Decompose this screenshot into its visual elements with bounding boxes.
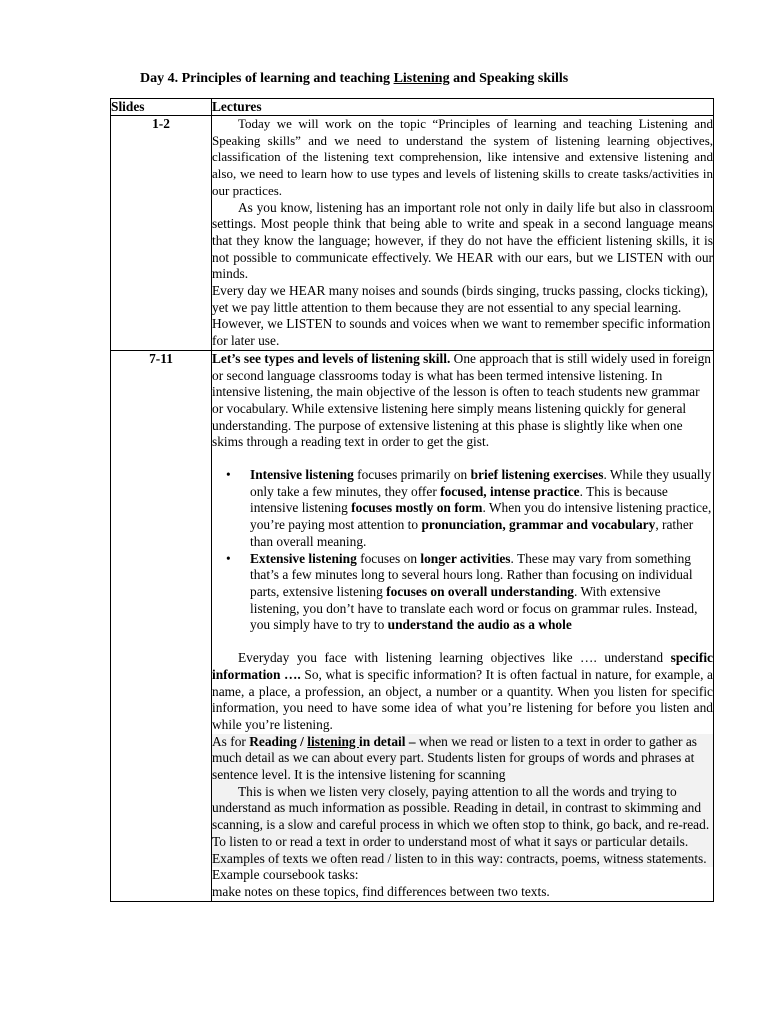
paragraph-types-levels: Let’s see types and levels of listening skill. One approach that is still widely used in foreign or second language classrooms today is what has been termed intensive listening. In intensive listening, the main objective of the lesson is often to teach students new grammar or vocabulary. While extensive listening here simply means listening quickly for general understanding. The purpose of extensive listening at this phase is slightly like when one skims through a reading text in order to get the gist. bbox=[212, 350, 711, 450]
paragraph-hear-listen: Every day we HEAR many noises and sounds (birds singing, trucks passing, clocks ticking), yet we pay little attention to them because they are not essential to any special learning. However, we LISTEN to sounds and voices when we want to remember specific information for later use. bbox=[212, 283, 711, 349]
title-underlined-word: Listening bbox=[393, 71, 450, 86]
lectures-header: Lectures bbox=[212, 99, 714, 116]
lecture-cell bbox=[212, 116, 714, 351]
slides-header: Slides bbox=[111, 99, 212, 116]
paragraph-reading-in-detail: As for Reading / listening in detail – when we read or listen to a text in order to gather as much detail as we can about every part. Students listen for groups of words and phrases at sentence level. It is the intensive listening for scanning bbox=[212, 734, 713, 784]
bullet-icon: • bbox=[226, 467, 231, 483]
bullet-icon: • bbox=[226, 550, 231, 566]
slides-cell: 7-11 bbox=[111, 350, 212, 901]
table-header-row bbox=[111, 99, 714, 116]
table-row bbox=[111, 350, 714, 901]
paragraph-specific-information: Everyday you face with listening learning objectives like …. understand specific information …. So, what is specific information? It is often factual in nature, for example, a name, a place, a profession, an object, a number or a quantity. When you listen for specific information, you need to have some idea of what you’re listening for before you listen and while you’re listening. bbox=[212, 650, 713, 732]
listening-types-list bbox=[212, 467, 713, 634]
document-title: Day 4. Principles of learning and teaching Listening and Speaking skills bbox=[140, 71, 569, 86]
paragraph-coursebook-tasks: Example coursebook tasks: bbox=[212, 867, 359, 883]
lecture-table bbox=[110, 98, 714, 902]
slides-cell: 1-2 bbox=[111, 116, 212, 351]
table-row bbox=[111, 116, 714, 351]
paragraph-listen-closely: This is when we listen very closely, paying attention to all the words and trying to understand as much information as possible. Reading in detail, in contrast to skimming and scanning, is a slow and careful process in which we often stop to think, go back, and re-read. To listen to or read a text in order to understand most of what it says or particular details. Examples of texts we often read / listen to in this way: contracts, poems, witness statements. bbox=[212, 784, 713, 868]
paragraph-task-examples: make notes on these topics, find differences between two texts. bbox=[212, 883, 550, 899]
paragraph-intro: Today we will work on the topic “Principles of learning and teaching Listening and Speaking skills” and we need to understand the system of listening learning objectives, classification of the listening text comprehension, like intensive and extensive listening and also, we need to learn how to use types and levels of listening skills to create tasks/activities in our practices. bbox=[212, 116, 713, 198]
lecture-cell bbox=[212, 350, 714, 901]
list-item: • Intensive listening focuses primarily on brief listening exercises. While they usually only take a few minutes, they offer focused, intense practice. This is because intensive listening focuses mostly on form. When you do intensive listening practice, you’re paying most attention to pronunciation, grammar and vocabulary, rather than overall meaning. bbox=[226, 467, 712, 549]
paragraph-listening-role: As you know, listening has an important role not only in daily life but also in classroom settings. Most people think that being able to write and speak in a second language means that they know the language; however, if they do not have the efficient listening skills, it is not possible to communicate effectively. We HEAR with our ears, but we LISTEN with our minds. bbox=[212, 199, 713, 282]
list-item: • Extensive listening focuses on longer activities. These may vary from something that’s a few minutes long to several hours long. Rather than focusing on individual parts, extensive listening focuses on overall understanding. With extensive listening, you don’t have to translate each word or focus on grammar rules. Instead, you simply have to try to understand the audio as a whole bbox=[226, 550, 698, 633]
